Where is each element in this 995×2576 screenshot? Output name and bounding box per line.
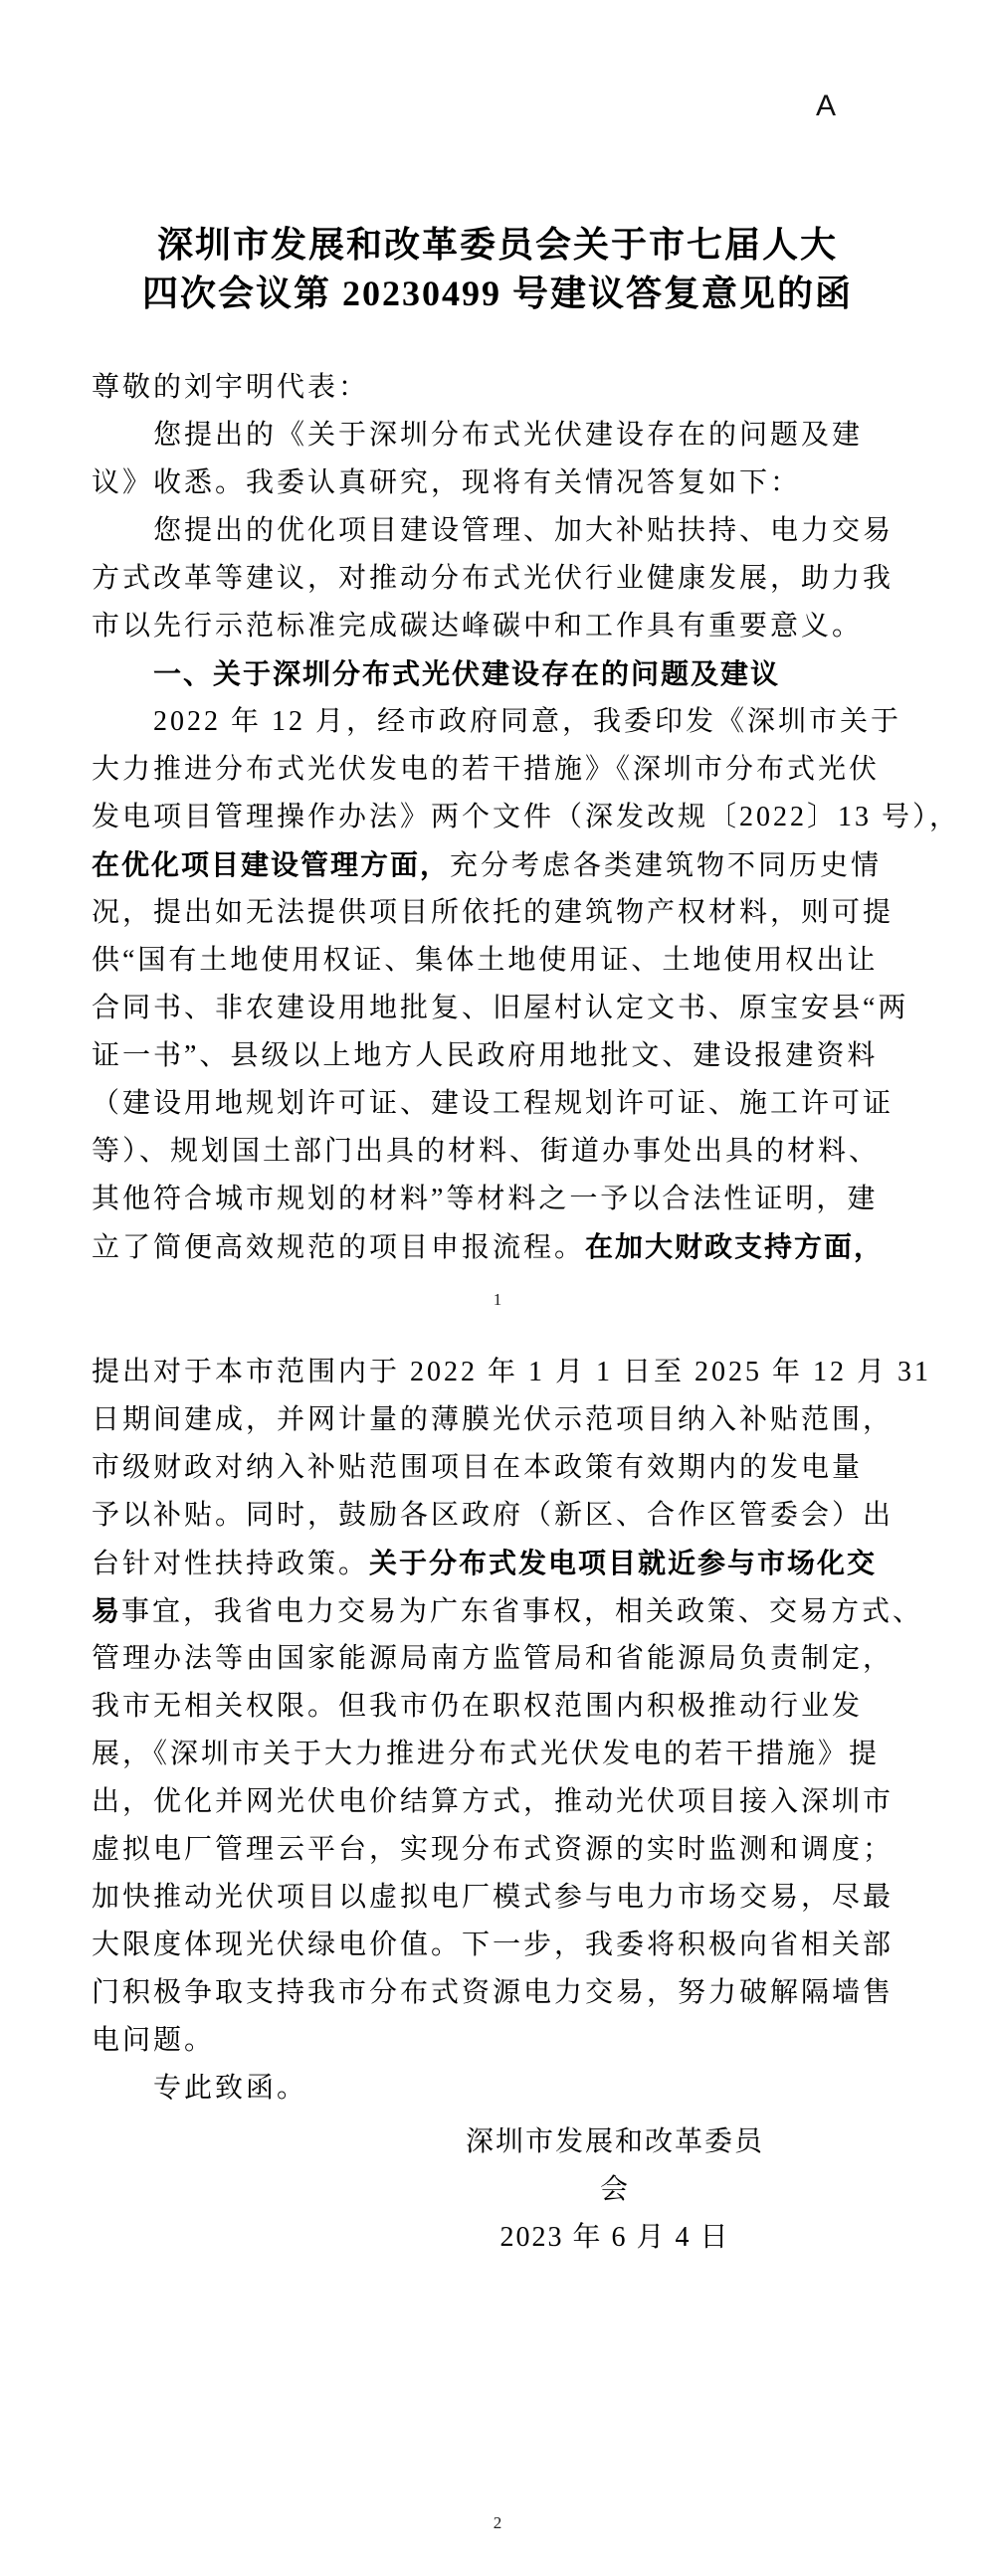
document-title-line1: 深圳市发展和改革委员会关于市七届人大 xyxy=(156,225,838,265)
document-title-line2: 四次会议第 20230499 号建议答复意见的函 xyxy=(141,274,853,313)
bold-line-segment: 易 xyxy=(92,1595,122,1626)
line-segment: 况，提出如无法提供项目所依托的建筑物产权材料，则可提 xyxy=(92,897,895,928)
document-line xyxy=(92,1396,903,1444)
document-line xyxy=(92,1826,903,1874)
document-line xyxy=(92,1635,903,1683)
document-line xyxy=(92,460,903,507)
line-segment: 尊敬的刘宇明代表： xyxy=(92,372,370,403)
line-segment: 充分考虑各类建筑物不同历史情 xyxy=(450,850,883,881)
document-line xyxy=(92,1540,903,1587)
line-segment: 您提出的优化项目建设管理、加大补贴扶持、电力交易 xyxy=(153,515,895,546)
document-line xyxy=(92,364,903,412)
document-line xyxy=(92,698,903,746)
line-segment: 展，《深圳市关于大力推进分布式光伏发电的若干措施》提 xyxy=(92,1739,881,1769)
document-title xyxy=(0,0,995,318)
line-segment: 合同书、非农建设用地批复、旧屋村认定文书、原宝安县“两 xyxy=(92,993,909,1023)
line-segment: 台针对性扶持政策。 xyxy=(92,1549,370,1579)
document-line xyxy=(92,889,903,937)
page2-body xyxy=(0,1349,995,2113)
bold-line-segment: 一、关于深圳分布式光伏建设存在的问题及建议 xyxy=(153,658,781,689)
line-segment: 专此致函。 xyxy=(153,2073,308,2104)
page1-number: 1 xyxy=(493,1290,502,1309)
line-segment: 大力推进分布式光伏发电的若干措施》《深圳市分布式光伏 xyxy=(92,754,881,785)
document-line xyxy=(92,507,903,555)
line-segment: 议》收悉。我委认真研究，现将有关情况答复如下： xyxy=(92,467,802,498)
line-segment: 提出对于本市范围内于 2022 年 1 月 1 日至 2025 年 12 月 31 xyxy=(92,1357,932,1387)
line-segment: 等）、规划国土部门出具的材料、街道办事处出具的材料、 xyxy=(92,1136,881,1167)
corner-label: A xyxy=(816,90,837,122)
line-segment: 方式改革等建议，对推动分布式光伏行业健康发展，助力我 xyxy=(92,563,895,594)
bold-line-segment: 在优化项目建设管理方面， xyxy=(92,849,451,880)
bold-line-segment: 在加大财政支持方面， xyxy=(585,1231,885,1262)
line-segment: 虚拟电厂管理云平台，实现分布式资源的实时监测和调度； xyxy=(92,1834,895,1865)
signature-date: 2023 年 6 月 4 日 xyxy=(499,2222,730,2253)
line-segment: 您提出的《关于深圳分布式光伏建设存在的问题及建 xyxy=(153,420,864,451)
line-segment: 日期间建成，并网计量的薄膜光伏示范项目纳入补贴范围， xyxy=(92,1404,895,1435)
line-segment: 发电项目管理操作办法》两个文件（深发改规〔2022〕13 号）， xyxy=(92,802,961,832)
bold-line-segment: 关于分布式发电项目就近参与市场化交 xyxy=(369,1548,878,1578)
document-line xyxy=(92,2017,903,2065)
signature-organization: 深圳市发展和改革委员会 xyxy=(465,2126,764,2205)
line-segment: （建设用地规划许可证、建设工程规划许可证、施工许可证 xyxy=(92,1088,895,1119)
line-segment: 我市无相关权限。但我市仍在职权范围内积极推动行业发 xyxy=(92,1691,864,1722)
document-line xyxy=(92,1969,903,2017)
document-line xyxy=(92,1128,903,1176)
line-segment: 其他符合城市规划的材料”等材料之一予以合法性证明，建 xyxy=(92,1184,879,1214)
line-segment: 市级财政对纳入补贴范围项目在本政策有效期内的发电量 xyxy=(92,1452,864,1483)
line-segment: 立了简便高效规范的项目申报流程。 xyxy=(92,1232,586,1263)
document-line xyxy=(92,650,903,698)
page2-number: 2 xyxy=(493,2513,502,2532)
line-segment: 加快推动光伏项目以虚拟电厂模式参与电力市场交易，尽最 xyxy=(92,1882,895,1913)
line-segment: 电问题。 xyxy=(92,2025,216,2056)
document-line xyxy=(92,1080,903,1128)
line-segment: 管理办法等由国家能源局南方监管局和省能源局负责制定， xyxy=(92,1643,895,1674)
document-line xyxy=(92,1874,903,1922)
document-line xyxy=(92,1349,932,1396)
signature-block xyxy=(460,2118,770,2262)
page1-body xyxy=(0,364,995,1271)
document-line xyxy=(92,937,903,985)
document-line xyxy=(92,1683,903,1731)
line-segment: 2022 年 12 月，经市政府同意，我委印发《深圳市关于 xyxy=(153,706,902,737)
document-line xyxy=(92,841,903,889)
document-line xyxy=(92,794,961,841)
line-segment: 大限度体现光伏绿电价值。下一步，我委将积极向省相关部 xyxy=(92,1930,895,1960)
document-line xyxy=(92,2065,903,2113)
document-line xyxy=(92,1223,903,1271)
document-line xyxy=(92,1778,903,1826)
document-line xyxy=(92,1492,903,1540)
line-segment: 证一书”、县级以上地方人民政府用地批文、建设报建资料 xyxy=(92,1040,879,1071)
document-line xyxy=(92,1587,924,1635)
document-line xyxy=(92,1176,903,1223)
document-line xyxy=(92,985,909,1032)
line-segment: 事宜，我省电力交易为广东省事权，相关政策、交易方式、 xyxy=(121,1596,924,1627)
document-line xyxy=(92,1731,903,1778)
document-line xyxy=(92,603,903,650)
line-segment: 出，优化并网光伏电价结算方式，推动光伏项目接入深圳市 xyxy=(92,1786,895,1817)
document-line xyxy=(92,412,903,460)
document-line xyxy=(92,555,903,603)
line-segment: 予以补贴。同时，鼓励各区政府（新区、合作区管委会）出 xyxy=(92,1500,895,1531)
line-segment: 门积极争取支持我市分布式资源电力交易，努力破解隔墙售 xyxy=(92,1977,895,2008)
document-line xyxy=(92,1922,903,1969)
document-line xyxy=(92,746,903,794)
document-line xyxy=(92,1032,903,1080)
line-segment: 市以先行示范标准完成碳达峰碳中和工作具有重要意义。 xyxy=(92,611,864,642)
line-segment: 供“国有土地使用权证、集体土地使用证、土地使用权出让 xyxy=(92,945,879,976)
document-line xyxy=(92,1444,903,1492)
